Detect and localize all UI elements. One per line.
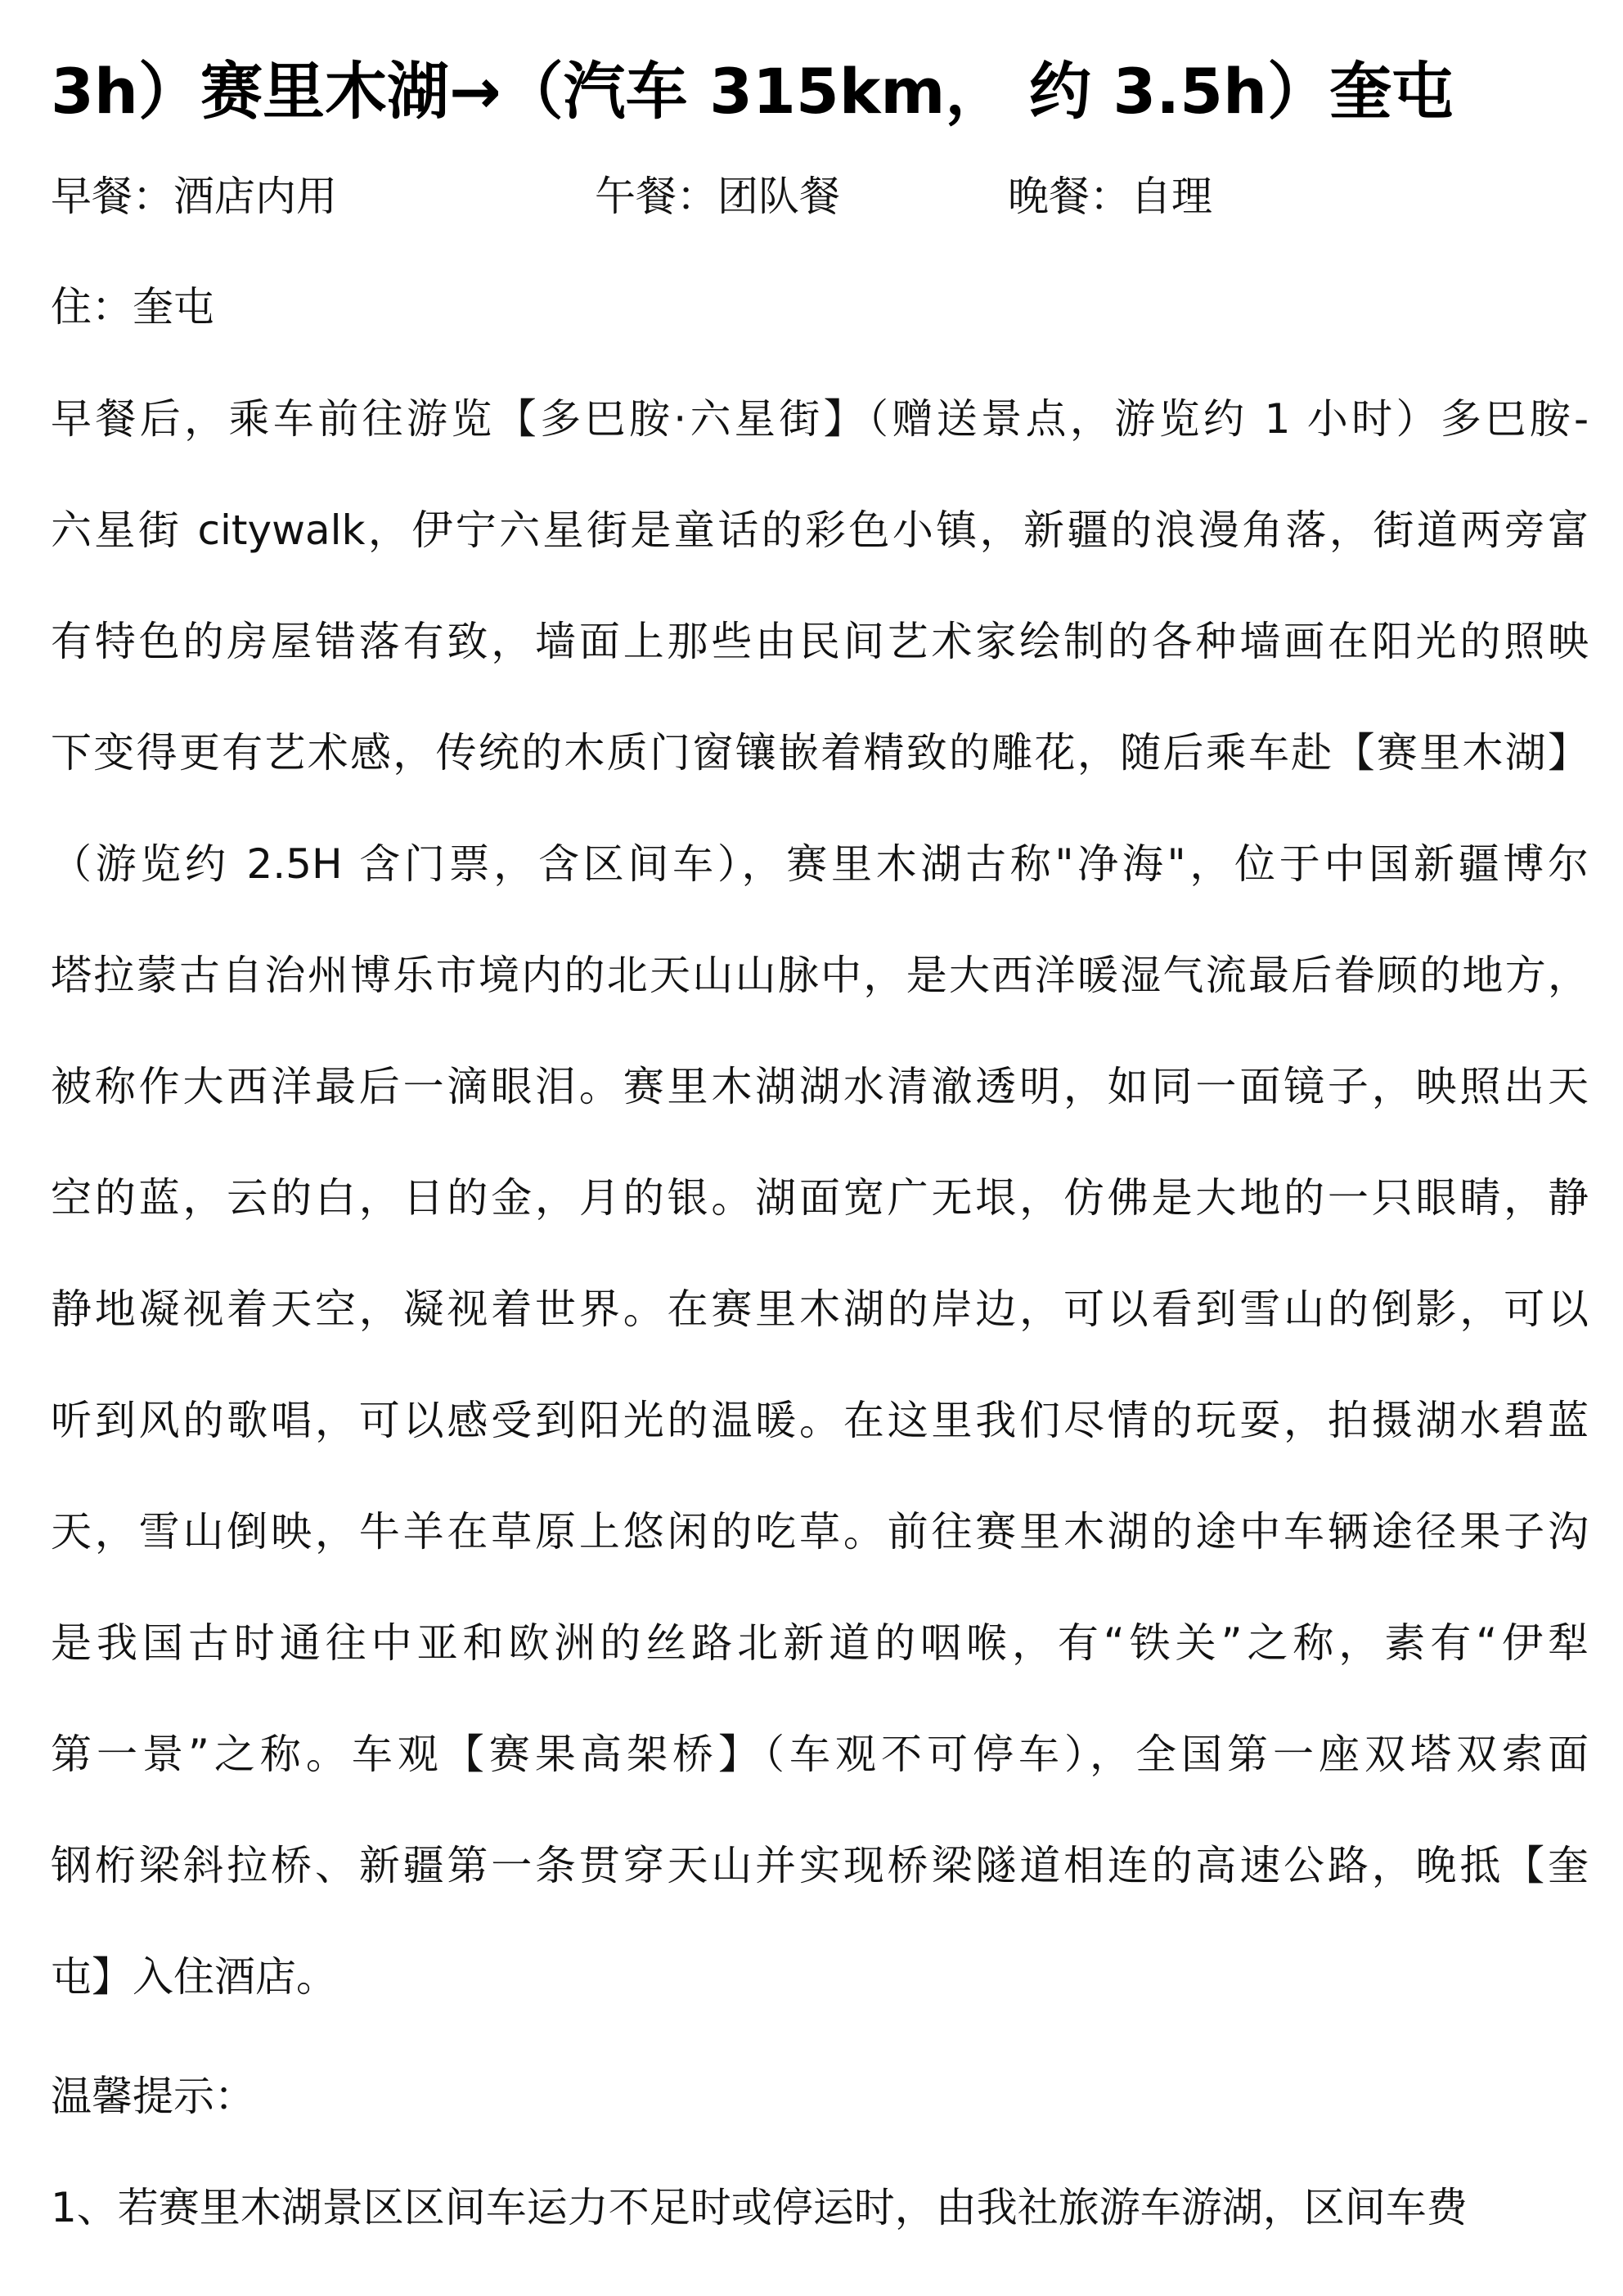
day-title: 3h）赛里木湖→（汽车 315km， 约 3.5h）奎屯	[51, 55, 1454, 128]
itinerary-line: 有特色的房屋错落有致，墙面上那些由民间艺术家绘制的各种墙画在阳光的照映	[51, 618, 1589, 665]
itinerary-line: 静地凝视着天空，凝视着世界。在赛里木湖的岸边，可以看到雪山的倒影，可以	[51, 1285, 1589, 1333]
meal-breakfast: 早餐：酒店内用	[51, 173, 337, 220]
itinerary-line: 天，雪山倒映，牛羊在草原上悠闲的吃草。前往赛里木湖的途中车辆途径果子沟	[51, 1508, 1589, 1555]
itinerary-line: 六星街 citywalk，伊宁六星街是童话的彩色小镇，新疆的浪漫角落，街道两旁富	[51, 506, 1589, 554]
itinerary-paragraph	[51, 386, 1589, 2055]
accommodation: 住：奎屯	[51, 283, 214, 331]
itinerary-line: 第一景”之称。车观【赛果高架桥】（车观不可停车），全国第一座双塔双索面	[51, 1731, 1589, 1778]
itinerary-line: 被称作大西洋最后一滴眼泪。赛里木湖湖水清澈透明，如同一面镜子，映照出天	[51, 1063, 1589, 1110]
meal-dinner: 晚餐：自理	[1008, 173, 1212, 220]
itinerary-line: 塔拉蒙古自治州博乐市境内的北天山山脉中，是大西洋暖湿气流最后眷顾的地方，	[51, 952, 1589, 999]
itinerary-line: 听到风的歌唱，可以感受到阳光的温暖。在这里我们尽情的玩耍，拍摄湖水碧蓝	[51, 1397, 1589, 1444]
itinerary-line: （游览约 2.5H 含门票，含区间车），赛里木湖古称"净海"，位于中国新疆博尔	[51, 840, 1589, 888]
itinerary-line: 钢桁梁斜拉桥、新疆第一条贯穿天山并实现桥梁隧道相连的高速公路，晚抵【奎	[51, 1842, 1589, 1889]
itinerary-line: 下变得更有艺术感，传统的木质门窗镶嵌着精致的雕花，随后乘车赴【赛里木湖】	[51, 729, 1589, 777]
itinerary-line: 是我国古时通往中亚和欧洲的丝路北新道的咽喉，有“铁关”之称，素有“伊犁	[51, 1619, 1589, 1667]
notice-item: 1、若赛里木湖景区区间车运力不足时或停运时，由我社旅游车游湖，区间车费	[51, 2184, 1468, 2231]
meals-row	[51, 164, 1589, 229]
notice-heading: 温馨提示：	[51, 2073, 255, 2120]
itinerary-line: 空的蓝，云的白，日的金，月的银。湖面宽广无垠，仿佛是大地的一只眼睛，静	[51, 1174, 1589, 1222]
meal-lunch: 午餐：团队餐	[595, 173, 840, 220]
itinerary-line: 早餐后，乘车前往游览【多巴胺·六星街】（赠送景点，游览约 1 小时）多巴胺-	[51, 395, 1589, 443]
itinerary-line: 屯】入住酒店。	[51, 1953, 337, 2001]
